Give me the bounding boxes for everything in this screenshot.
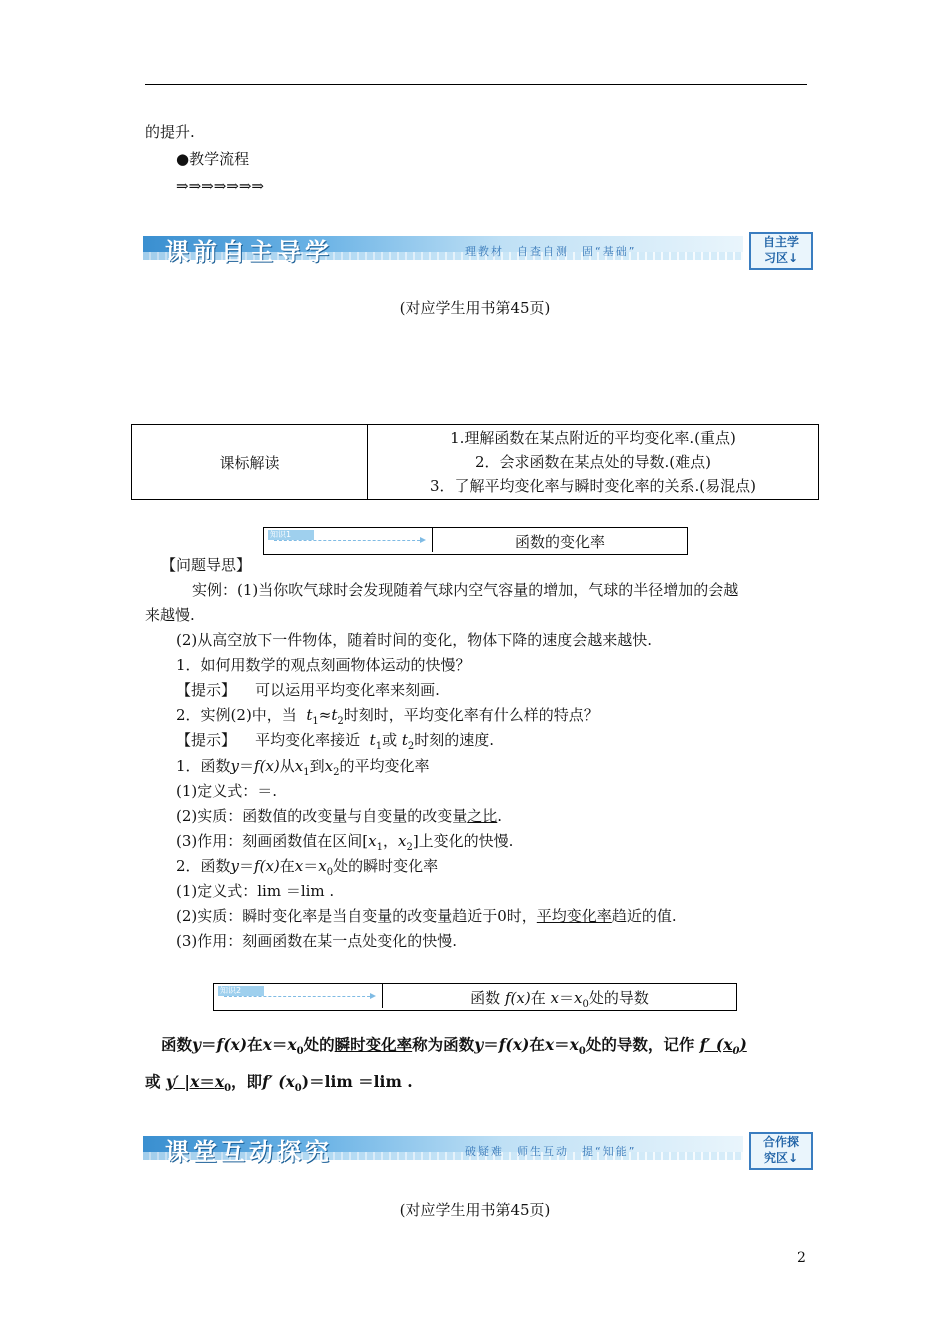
- var-x: x: [214, 1072, 225, 1091]
- subscript: 0: [294, 1083, 302, 1095]
- text-run: ＝: [239, 857, 255, 875]
- section-banner-preclass: [143, 232, 815, 272]
- knowledge-tag-label: 知识1: [268, 530, 314, 540]
- text-run: ，: [382, 832, 398, 850]
- arrow-icon: [274, 540, 420, 541]
- subscript: 2: [407, 741, 415, 752]
- hint-label: 【提示】: [176, 681, 237, 699]
- banner-title: 课堂互动探究: [165, 1138, 333, 1166]
- subscript: 1: [303, 767, 310, 778]
- knowledge-box-2: [213, 983, 737, 1011]
- var-x: x: [573, 989, 583, 1007]
- var-y: y: [192, 1035, 202, 1054]
- banner-box-line1: 自主学: [762, 235, 799, 249]
- text-run: 处的导数，记作: [585, 1035, 695, 1054]
- subscript: 0: [582, 999, 589, 1010]
- text-run: 函数: [470, 989, 501, 1007]
- point-2: [176, 856, 438, 876]
- knowledge-box-1: [263, 527, 688, 555]
- hint-label: 【提示】: [176, 731, 237, 749]
- hint-1: [176, 680, 440, 700]
- definition-2: [176, 806, 502, 826]
- derivative-definition-line1: [161, 1035, 747, 1058]
- var-y: y: [230, 857, 240, 875]
- var-x: x: [397, 832, 407, 850]
- text-run: f′ (x: [262, 1072, 295, 1091]
- text-run: 在: [529, 1035, 545, 1054]
- var-x: x: [262, 1035, 272, 1054]
- text-run: ]上变化的快慢.: [412, 832, 514, 850]
- var-t: t: [369, 731, 376, 749]
- text-run: .: [497, 807, 503, 825]
- knowledge-title: [383, 987, 736, 1008]
- banner-box-line2: 习区↓: [763, 251, 799, 265]
- var-x: (x): [259, 757, 280, 775]
- var-t: t: [331, 706, 338, 724]
- var-f: f: [504, 989, 511, 1007]
- hint-2: [176, 730, 494, 750]
- subscript: 1: [312, 716, 319, 727]
- page-number: 2: [797, 1250, 806, 1266]
- var-x: x: [544, 1035, 555, 1054]
- knowledge-tag: [214, 984, 383, 1008]
- underlined-answer: 瞬时变化率: [334, 1035, 413, 1054]
- text-run: (2)实质：瞬时变化率是当自变量的改变量趋近于0时，: [176, 907, 537, 925]
- subscript: 2: [406, 842, 413, 853]
- subscript: 0: [578, 1046, 586, 1058]
- banner-zone-box: [749, 232, 813, 270]
- var-f: f: [254, 757, 260, 775]
- var-x: x: [287, 1035, 297, 1054]
- question-2: [176, 705, 599, 725]
- text-run: f′ (x: [699, 1035, 733, 1054]
- curriculum-table: [131, 424, 819, 500]
- var-f: f: [216, 1035, 224, 1054]
- instant-definition-1: (1)定义式：lim ＝lim .: [176, 882, 335, 900]
- text-run: ): [739, 1035, 747, 1054]
- text-run: 时刻的速度.: [414, 731, 495, 749]
- section-banner-inclass: [143, 1132, 815, 1172]
- banner-box-line1: 合作探: [762, 1135, 799, 1149]
- subscript: 1: [375, 741, 383, 752]
- example-line-2: 来越慢.: [145, 606, 195, 624]
- curriculum-label: 课标解读: [132, 425, 368, 500]
- text-run: 2．实例(2)中，当: [176, 706, 297, 724]
- text-run: 处的导数: [588, 989, 649, 1007]
- question-heading: 【问题导思】: [161, 556, 252, 574]
- text-run: ＝: [199, 1072, 215, 1091]
- var-x: x: [190, 1072, 200, 1091]
- text-run: (3)作用：刻画函数值在区间[: [176, 832, 369, 850]
- subscript: 2: [333, 767, 340, 778]
- subscript: 1: [376, 842, 383, 853]
- text-run: y′ |: [165, 1072, 191, 1091]
- example-2: (2)从高空放下一件物体，随着时间的变化，物体下降的速度会越来越快.: [176, 631, 653, 649]
- text-run: 在: [530, 989, 546, 1007]
- underlined-answer: 之比: [467, 807, 498, 825]
- instant-definition-3: (3)作用：刻画函数在某一点处变化的快慢.: [176, 932, 458, 950]
- underlined-answer: [165, 1072, 232, 1095]
- text-run: 处的: [303, 1035, 335, 1054]
- text-run: 处的瞬时变化率: [333, 857, 439, 875]
- text-run: 或: [382, 731, 398, 749]
- var-x: (x): [223, 1035, 248, 1054]
- flow-heading: ●教学流程: [176, 150, 250, 168]
- var-f: f: [254, 857, 260, 875]
- text-run: ≈: [318, 706, 332, 724]
- example-line-1: 实例：(1)当你吹气球时会发现随着气球内空气容量的增加，气球的半径增加的会越: [192, 581, 739, 599]
- text-run: )＝lim ＝lim .: [301, 1072, 413, 1091]
- text-run: 从: [279, 757, 295, 775]
- text-run: ＝: [201, 1035, 217, 1054]
- text-run: 在: [279, 857, 295, 875]
- hint-text: 可以运用平均变化率来刻画.: [255, 681, 440, 699]
- header-rule: [145, 84, 807, 85]
- text-run: 到: [309, 757, 325, 775]
- intro-continuation: 的提升.: [145, 123, 195, 141]
- knowledge-tag-label: 知识2: [218, 986, 264, 996]
- subscript: 0: [224, 1083, 232, 1095]
- text-run: 趋近的值.: [611, 907, 677, 925]
- var-x: x: [368, 832, 377, 850]
- arrow-icon: [224, 996, 370, 997]
- text-run: ＝: [303, 857, 319, 875]
- var-t: t: [306, 706, 313, 724]
- var-x: x: [550, 989, 559, 1007]
- var-x: x: [294, 757, 304, 775]
- banner-box-line2: 究区↓: [763, 1151, 799, 1165]
- curriculum-item: 3．了解平均变化率与瞬时变化率的关系.(易混点): [429, 477, 757, 495]
- var-x: (x): [505, 1035, 530, 1054]
- var-f: f: [498, 1035, 506, 1054]
- text-run: 在: [247, 1035, 263, 1054]
- flow-arrows: ⇒⇒⇒⇒⇒⇒⇒: [176, 177, 264, 195]
- text-run: 或: [145, 1072, 161, 1091]
- point-1: [176, 756, 430, 776]
- text-run: 2．函数: [176, 857, 231, 875]
- var-x: (x): [259, 857, 280, 875]
- text-run: 1．函数: [176, 757, 231, 775]
- curriculum-item: 2．会求函数在某点处的导数.(难点): [474, 453, 712, 471]
- derivative-definition-line2: [145, 1072, 413, 1095]
- subscript: 0: [732, 1046, 740, 1058]
- var-x: x: [324, 757, 334, 775]
- var-y: y: [474, 1035, 484, 1054]
- definition-3: [176, 831, 513, 851]
- text-run: ＝: [483, 1035, 499, 1054]
- text-run: 时刻时，平均变化率有什么样的特点？: [343, 706, 599, 724]
- knowledge-tag: [264, 528, 433, 552]
- underlined-answer: [699, 1035, 747, 1058]
- var-x: x: [294, 857, 304, 875]
- banner-slogan: 理教材 自查自测 固“基础”: [465, 245, 637, 258]
- subscript: 2: [337, 716, 344, 727]
- underlined-answer: 平均变化率: [536, 907, 612, 925]
- var-t: t: [401, 731, 408, 749]
- arrowhead-icon: [420, 537, 426, 543]
- text-run: (2)实质：函数值的改变量与自变量的改变量: [176, 807, 468, 825]
- text-run: ＝: [554, 1035, 570, 1054]
- text-run: 平均变化率接近: [255, 731, 361, 749]
- text-run: 的平均变化率: [339, 757, 430, 775]
- text-run: 称为函数: [412, 1035, 475, 1054]
- page-reference: (对应学生用书第45页): [399, 299, 551, 317]
- banner-slogan: 破疑难 师生互动 提“知能”: [465, 1145, 637, 1158]
- var-x: (x): [510, 989, 531, 1007]
- text-run: ＝: [271, 1035, 288, 1054]
- var-x: x: [318, 857, 327, 875]
- arrowhead-icon: [370, 993, 376, 999]
- definition-1: (1)定义式：＝.: [176, 782, 278, 800]
- text-run: ，即: [231, 1072, 263, 1091]
- text-run: ＝: [558, 989, 574, 1007]
- curriculum-items: [368, 425, 819, 500]
- subscript: 0: [296, 1046, 304, 1058]
- banner-zone-box: [749, 1132, 813, 1170]
- knowledge-title: 函数的变化率: [514, 533, 605, 551]
- text-run: ＝: [239, 757, 255, 775]
- curriculum-item: 1.理解函数在某点附近的平均变化率.(重点): [450, 429, 736, 447]
- var-x: x: [569, 1035, 579, 1054]
- question-1: 1．如何用数学的观点刻画物体运动的快慢？: [176, 656, 471, 674]
- page-reference: (对应学生用书第45页): [399, 1201, 551, 1219]
- var-y: y: [230, 757, 240, 775]
- subscript: 0: [326, 867, 334, 878]
- banner-title: 课前自主导学: [165, 238, 333, 266]
- text-run: 函数: [161, 1035, 193, 1054]
- instant-definition-2: [176, 906, 677, 926]
